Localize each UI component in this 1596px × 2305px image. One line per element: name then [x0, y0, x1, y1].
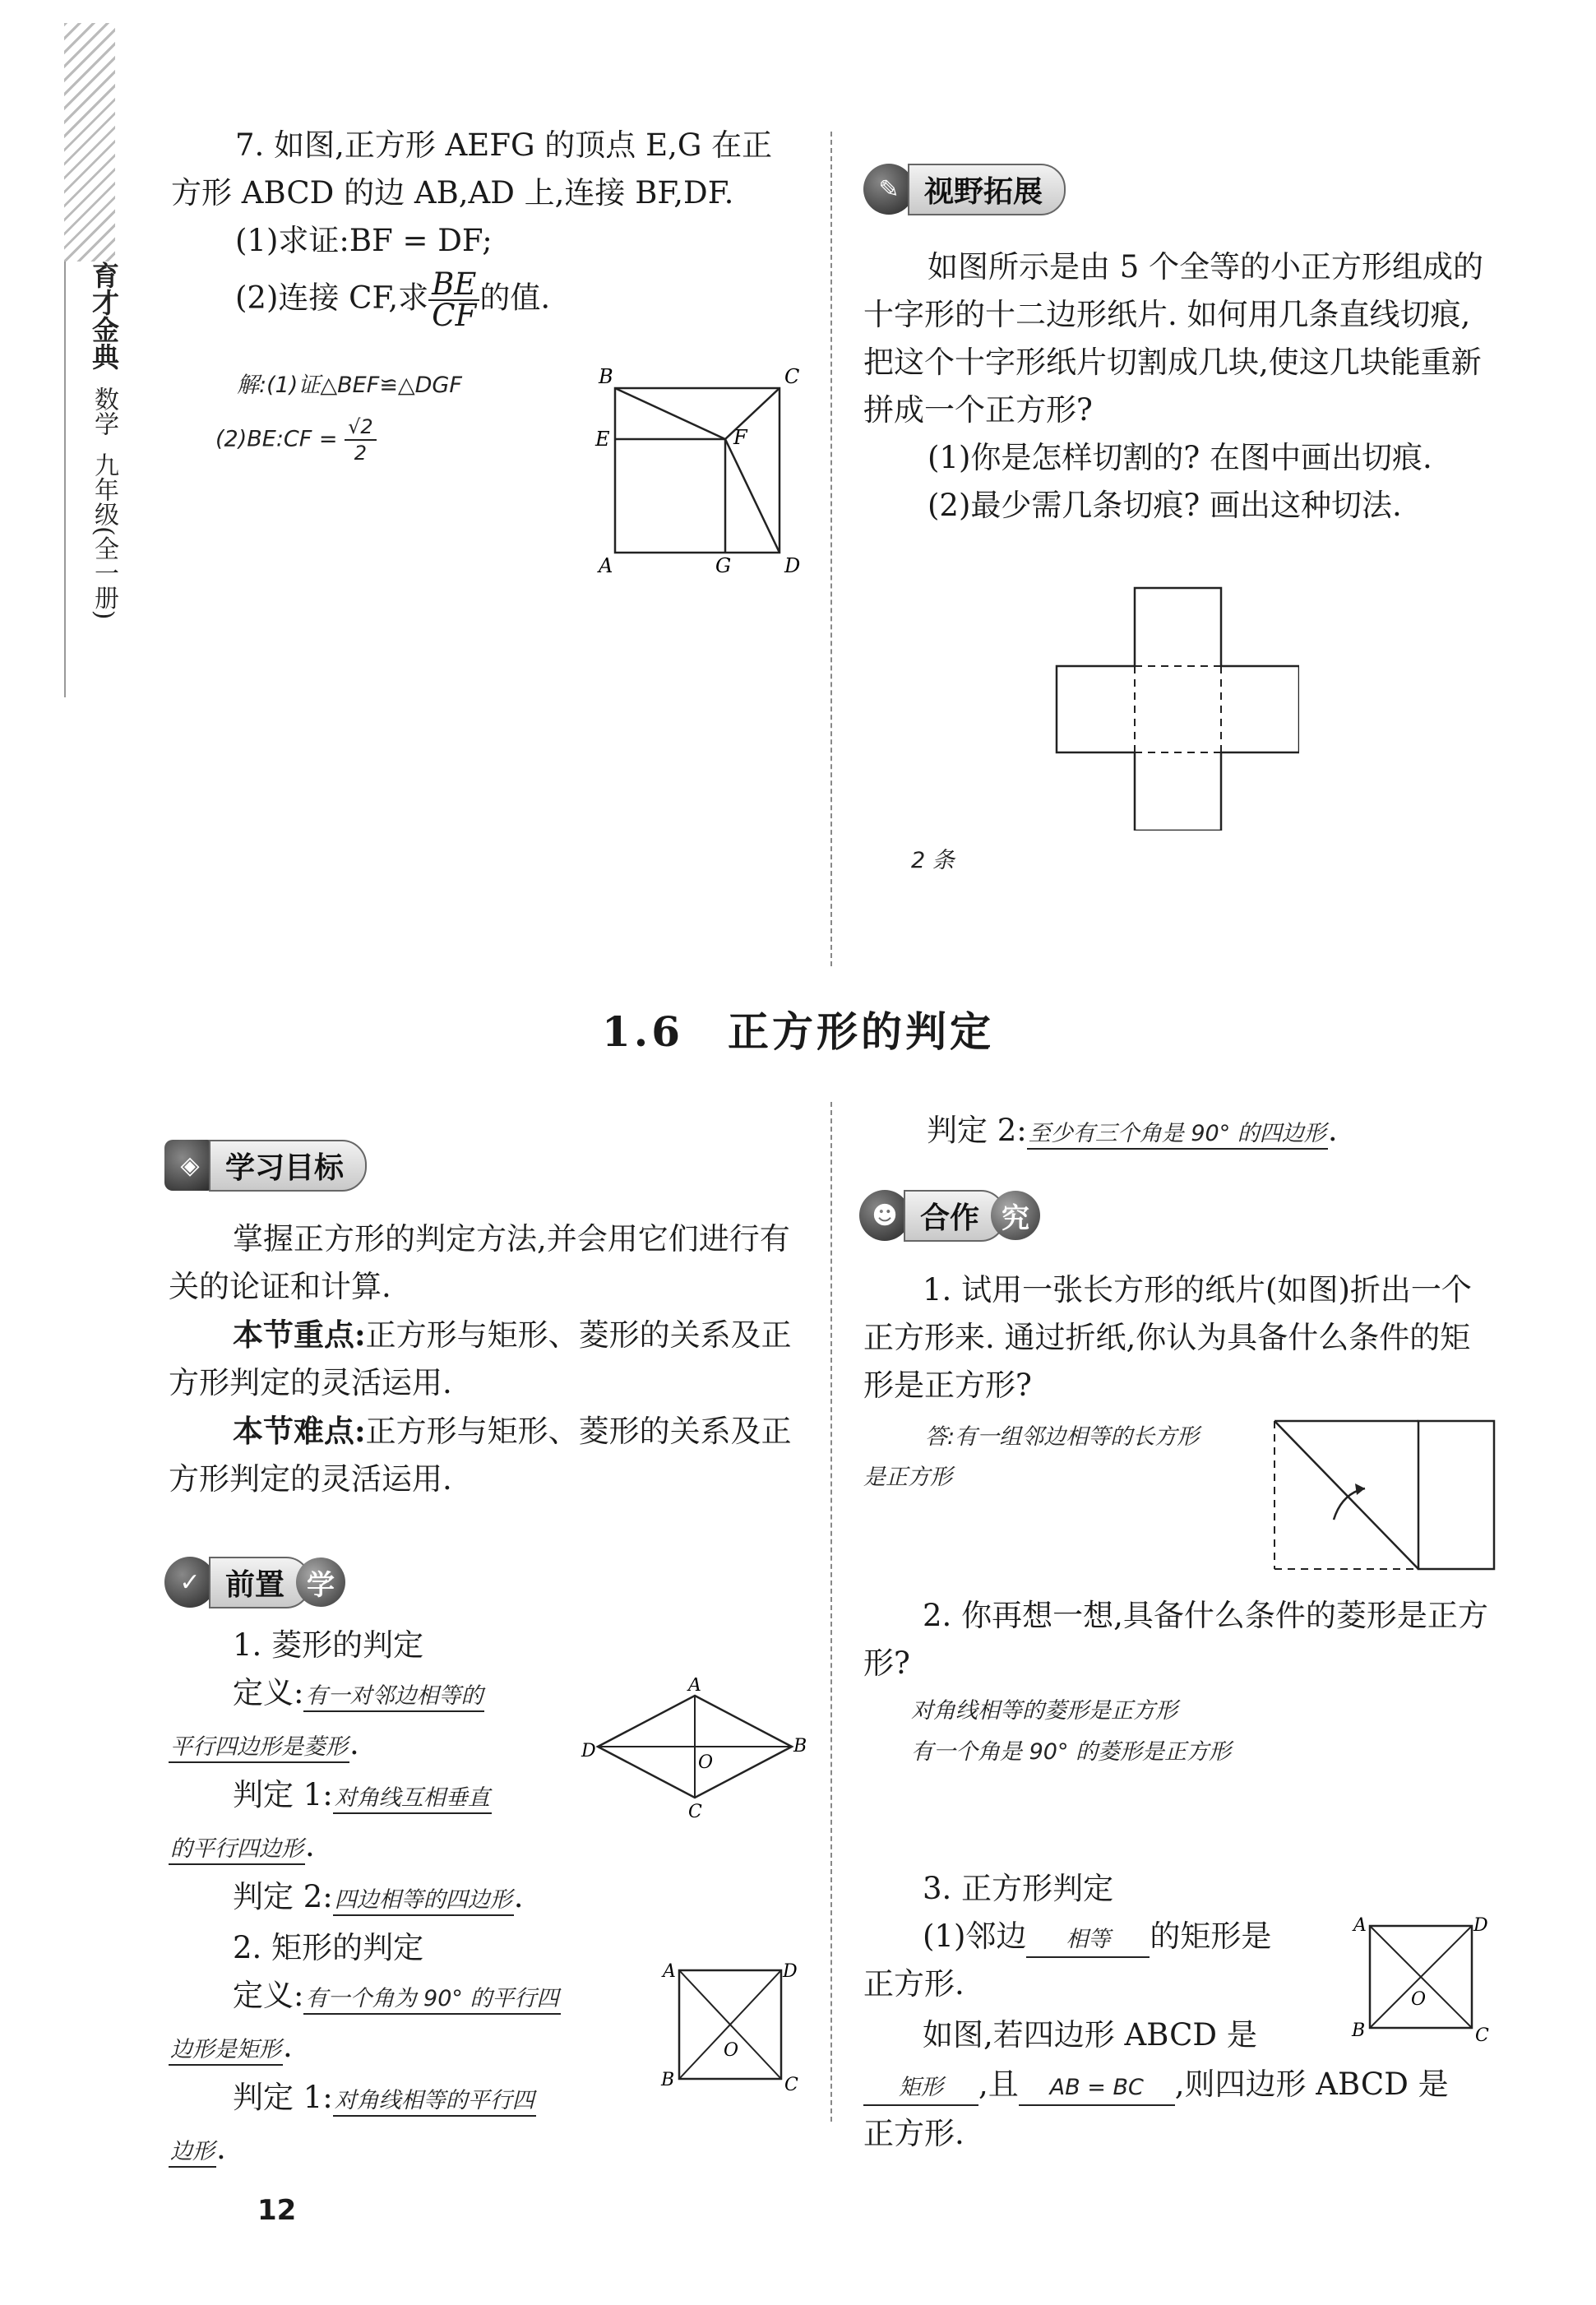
goals-key-text: 正方形与矩形、菱形的关系及正方形判定的灵活运用.: [169, 1317, 792, 1400]
preview-rjudge1-line2: 边形.: [170, 2131, 226, 2166]
coop-badge: [859, 1189, 1040, 1242]
problem7-q2: [171, 266, 812, 333]
rhombus-label-B: B: [793, 1736, 807, 1757]
goals-p1: 掌握正方形的判定方法,并会用它们进行有关的论证和计算.: [169, 1221, 790, 1304]
fold-figure: [1266, 1413, 1505, 1577]
coop-q2: 2. 你再想一想,具备什么条件的菱形是正方形?: [863, 1598, 1488, 1681]
sidebar-line: [64, 262, 66, 697]
coop-badge-circle: 究: [991, 1191, 1040, 1240]
square-label-C: C: [1475, 2025, 1489, 2046]
preview-item1: 1. 菱形的判定: [233, 1627, 424, 1663]
coop-a2-line2: 有一个角是 90° 的菱形是正方形: [911, 1739, 1232, 1765]
q3-2-mid: ,且: [978, 2067, 1019, 2102]
section-title: 1.6 正方形的判定: [602, 1007, 994, 1056]
rdef-a: 有一个角为 90° 的平行四: [303, 1986, 560, 2015]
problem7-q2-suffix: 的值.: [479, 280, 551, 316]
problem7-stem-1: 7. 如图,正方形 AEFG 的顶点 E,G 在正: [235, 127, 773, 163]
cube-icon: ◈: [164, 1140, 215, 1191]
coop-a2-line1: 对角线相等的菱形是正方形: [911, 1698, 1177, 1724]
preview-def1-line2: 平行四边形是菱形.: [170, 1726, 359, 1761]
judge1-b: 的平行四边形: [169, 1836, 305, 1865]
label-F: F: [733, 426, 747, 449]
label-A: A: [599, 554, 613, 576]
sidebar-grade: 九年级(全一册): [90, 452, 118, 620]
preview-badge: [164, 1556, 345, 1608]
vision-badge-label: 视野拓展: [908, 164, 1066, 215]
rjudge2-period: .: [1327, 1113, 1338, 1148]
problem7-q2-fraction: [428, 266, 479, 333]
rect-judge2: [927, 1107, 1338, 1158]
rjudge2-label: 判定 2:: [927, 1113, 1027, 1148]
rjudge1-a: 对角线相等的平行四: [333, 2088, 536, 2117]
q3-1-blank: 相等: [1026, 1923, 1150, 1958]
label-D: D: [784, 554, 801, 576]
square-figure: [1349, 1913, 1497, 2057]
def1-b: 平行四边形是菱形: [169, 1734, 349, 1763]
vision-badge: [863, 163, 1066, 215]
goals-diff: [169, 1407, 810, 1503]
vision-p3: (2)最少需几条切痕? 画出这种切法.: [928, 488, 1402, 523]
rdef-b: 边形是矩形: [169, 2037, 283, 2066]
preview-badge-label: 前置: [209, 1557, 311, 1608]
goals-key-label: 本节重点:: [233, 1317, 366, 1353]
rectangle-figure: [658, 1957, 806, 2101]
judge2-label: 判定 2:: [233, 1879, 333, 1914]
judge1-a: 对角线互相垂直: [333, 1785, 492, 1814]
goals-diff-text: 正方形与矩形、菱形的关系及正方形判定的灵活运用.: [169, 1414, 792, 1497]
answer2-fraction: [345, 414, 377, 465]
judge2-a: 四边相等的四边形: [333, 1887, 514, 1916]
coop-q3-2-end: 正方形.: [863, 2116, 965, 2151]
rjudge2-a: 至少有三个角是 90° 的四边形: [1027, 1121, 1328, 1150]
rjudge1-label: 判定 1:: [233, 2080, 333, 2115]
preview-badge-circle: 学: [296, 1557, 345, 1607]
coop-q3-1-end: 正方形.: [863, 1966, 965, 2002]
q3-1-prefix: (1)邻边: [923, 1919, 1027, 1954]
person-icon: ☻: [859, 1190, 910, 1241]
problem7-answer2: [215, 414, 377, 465]
square-label-B: B: [1352, 2020, 1366, 2041]
sidebar-subject: 数学: [90, 386, 118, 436]
sidebar-brand: 育才金典: [88, 262, 120, 370]
fraction-numerator: BE: [428, 270, 479, 301]
cross-figure: [1052, 584, 1299, 831]
sidebar: [89, 262, 118, 619]
fraction-denominator: CF: [432, 298, 477, 333]
label-E: E: [595, 428, 610, 451]
rect-label-D: D: [783, 1961, 798, 1982]
column-divider-bottom: [830, 1102, 832, 2122]
q3-2-blank2: AB = BC: [1019, 2071, 1175, 2106]
vision-p1: 如图所示是由 5 个全等的小正方形组成的十字形的十二边形纸片. 如何用几条直线切痕,把这个十字形纸片切割成几块,使这几块能重新拼成一个正方形?: [863, 249, 1484, 428]
page-number: 12: [257, 2194, 297, 2227]
coop-q3: 3. 正方形判定: [923, 1871, 1114, 1906]
rect-label-O: O: [724, 2040, 739, 2061]
rect-label-B: B: [661, 2070, 675, 2090]
square-label-D: D: [1473, 1915, 1488, 1936]
rhombus-figure: [580, 1678, 810, 1834]
sidebar-stripe: [64, 23, 115, 262]
goals-badge: [164, 1139, 367, 1192]
rhombus-label-D: D: [581, 1741, 596, 1761]
q3-2-blank1: 矩形: [863, 2071, 978, 2106]
def1-a: 有一对邻边相等的: [303, 1683, 484, 1712]
problem7-q1: (1)求证:BF = DF;: [235, 223, 493, 258]
preview-judge1-line2: 的平行四边形.: [170, 1828, 315, 1863]
answer2-prefix: (2)BE:CF =: [215, 426, 338, 452]
coop-q1: 1. 试用一张长方形的纸片(如图)折出一个正方形来. 通过折纸,你认为具备什么条件的矩形是正方形?: [863, 1272, 1472, 1403]
goals-key: [169, 1311, 810, 1407]
preview-rdef-line2: 边形是矩形.: [170, 2029, 293, 2064]
vision-answer: 2 条: [911, 848, 955, 873]
coop-a1-line2: 是正方形: [863, 1465, 952, 1490]
problem7-answer1: 解:(1)证△BEF≌△DGF: [237, 373, 462, 398]
coop-badge-label: 合作: [904, 1190, 1006, 1242]
problem7-q2-prefix: (2)连接 CF,求: [235, 280, 429, 316]
square-label-O: O: [1411, 1989, 1427, 2010]
q3-1-suffix: 的矩形是: [1150, 1919, 1272, 1954]
problem7-stem-2: 方形 ABCD 的边 AB,AD 上,连接 BF,DF.: [171, 175, 734, 211]
coop-q3-1: [923, 1913, 1271, 1960]
def-label: 定义:: [233, 1675, 304, 1710]
coop-q3-2: 如图,若四边形 ABCD 是: [923, 2017, 1257, 2053]
preview-judge2: 判定 2:四边相等的四边形.: [233, 1879, 524, 1914]
answer2-numerator: √2: [345, 414, 377, 441]
q3-2-suffix: ,则四边形 ABCD 是: [1174, 2067, 1449, 2102]
rdef-label: 定义:: [233, 1978, 304, 2013]
rect-label-C: C: [784, 2075, 798, 2095]
rect-label-A: A: [663, 1961, 676, 1982]
vision-p2: (1)你是怎样切割的? 在图中画出切痕.: [928, 440, 1432, 475]
rhombus-label-O: O: [698, 1752, 714, 1773]
coop-a1-line1: 答:有一组邻边相等的长方形: [925, 1424, 1200, 1450]
label-C: C: [784, 365, 800, 388]
vision-text: [863, 243, 1498, 530]
goals-diff-label: 本节难点:: [233, 1413, 366, 1449]
label-G: G: [715, 554, 732, 576]
checkmark-icon: ✓: [164, 1557, 215, 1608]
answer2-denominator: 2: [354, 442, 368, 465]
rhombus-label-C: C: [688, 1802, 702, 1822]
rjudge1-b: 边形: [169, 2139, 216, 2168]
goals-text: [169, 1215, 810, 1503]
judge1-label: 判定 1:: [233, 1777, 333, 1812]
rhombus-label-A: A: [688, 1678, 701, 1696]
goals-badge-label: 学习目标: [209, 1140, 367, 1192]
square-label-A: A: [1353, 1915, 1367, 1936]
problem7-figure: [592, 362, 806, 576]
preview-item2: 2. 矩形的判定: [233, 1930, 424, 1965]
label-B: B: [599, 365, 613, 388]
coop-q3-2-line2: [863, 2061, 1449, 2108]
thinker-icon: ✎: [863, 164, 914, 215]
problem7: [171, 122, 812, 331]
column-divider-top: [830, 132, 832, 966]
